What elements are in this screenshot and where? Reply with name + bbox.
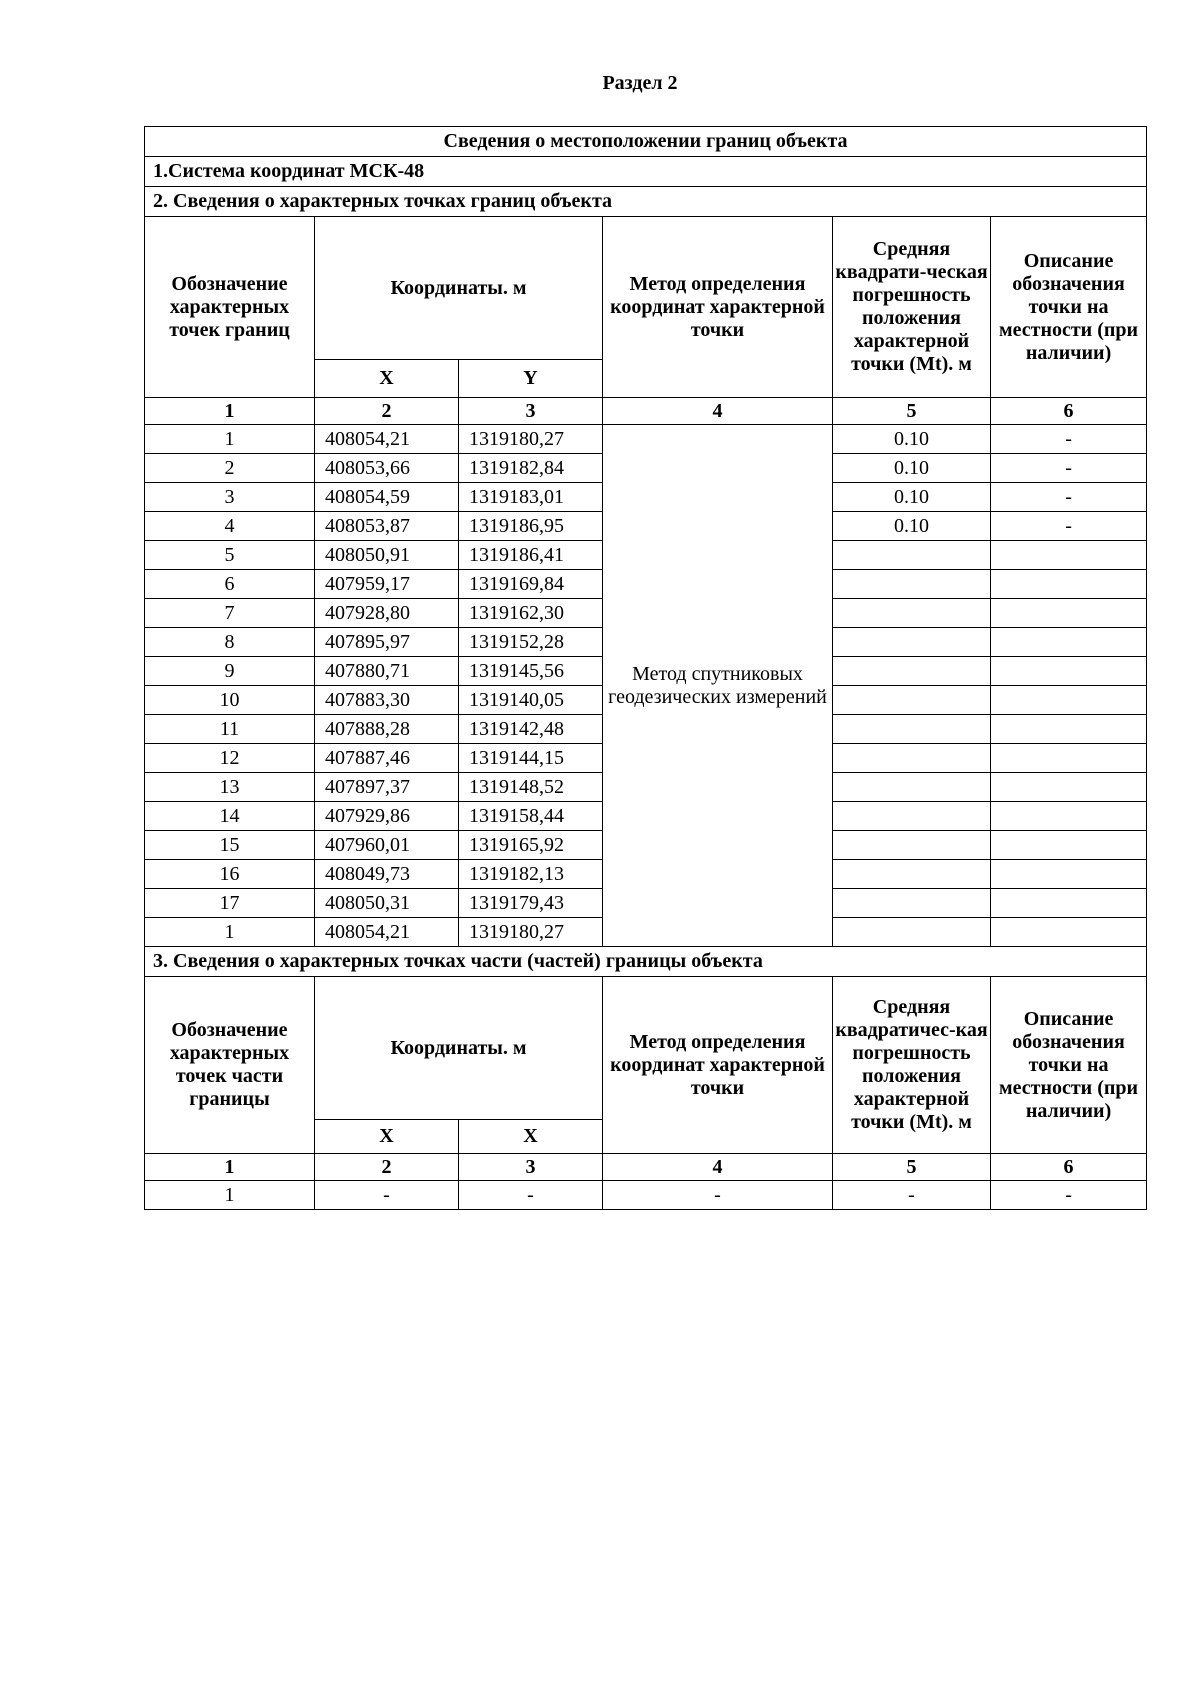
error-value: [833, 831, 991, 860]
s2-col-designation: Обозначение характерных точек границ: [145, 217, 315, 398]
s3-y: -: [459, 1181, 603, 1210]
description-value: [991, 686, 1147, 715]
error-value: [833, 657, 991, 686]
point-label: 9: [145, 657, 315, 686]
point-label: 2: [145, 454, 315, 483]
description-value: -: [991, 512, 1147, 541]
point-label: 14: [145, 802, 315, 831]
coord-system: 1.Система координат МСК-48: [145, 157, 1147, 187]
s3-num-6: 6: [991, 1154, 1147, 1181]
coord-y: 1319145,56: [459, 657, 603, 686]
page-heading: Раздел 2: [602, 72, 678, 94]
error-value: [833, 860, 991, 889]
description-value: [991, 918, 1147, 947]
point-label: 12: [145, 744, 315, 773]
s2-num-1: 1: [145, 398, 315, 425]
coord-x: 408054,21: [315, 918, 459, 947]
coord-x: 407929,86: [315, 802, 459, 831]
section2-number-row: [145, 398, 1147, 425]
s3-num-5: 5: [833, 1154, 991, 1181]
coord-x: 408053,87: [315, 512, 459, 541]
point-label: 10: [145, 686, 315, 715]
coord-x: 407895,97: [315, 628, 459, 657]
error-value: [833, 802, 991, 831]
s2-num-5: 5: [833, 398, 991, 425]
point-label: 1: [145, 425, 315, 454]
s3-error: -: [833, 1181, 991, 1210]
point-label: 7: [145, 599, 315, 628]
section3-header-row: [145, 977, 1147, 1120]
coord-y: 1319140,05: [459, 686, 603, 715]
description-value: [991, 744, 1147, 773]
description-value: [991, 570, 1147, 599]
description-value: [991, 599, 1147, 628]
s3-col-description: Описание обозначения точки на местности (при наличии): [991, 977, 1147, 1154]
coord-system-row: [145, 157, 1147, 187]
coord-y: 1319182,84: [459, 454, 603, 483]
coord-y: 1319162,30: [459, 599, 603, 628]
coord-x: 407888,28: [315, 715, 459, 744]
s3-table-row: [145, 1181, 1147, 1210]
point-label: 8: [145, 628, 315, 657]
s3-point: 1: [145, 1181, 315, 1210]
error-value: [833, 889, 991, 918]
point-label: 3: [145, 483, 315, 512]
s3-col-error: Средняя квадратичес-кая погрешность положения характерной точки (Mt). м: [833, 977, 991, 1154]
coord-x: 408049,73: [315, 860, 459, 889]
section3-title: 3. Сведения о характерных точках части (частей) границы объекта: [145, 947, 1147, 977]
coord-y: 1319180,27: [459, 918, 603, 947]
error-value: [833, 744, 991, 773]
description-value: -: [991, 425, 1147, 454]
coord-y: 1319179,43: [459, 889, 603, 918]
error-value: [833, 628, 991, 657]
s3-num-4: 4: [603, 1154, 833, 1181]
point-label: 1: [145, 918, 315, 947]
error-value: [833, 599, 991, 628]
description-value: [991, 860, 1147, 889]
s3-num-1: 1: [145, 1154, 315, 1181]
description-value: [991, 802, 1147, 831]
coord-x: 407897,37: [315, 773, 459, 802]
s3-description: -: [991, 1181, 1147, 1210]
point-label: 6: [145, 570, 315, 599]
coord-y: 1319186,41: [459, 541, 603, 570]
s2-num-2: 2: [315, 398, 459, 425]
error-value: 0.10: [833, 483, 991, 512]
coord-y: 1319144,15: [459, 744, 603, 773]
coord-x: 407887,46: [315, 744, 459, 773]
error-value: [833, 541, 991, 570]
coord-y: 1319165,92: [459, 831, 603, 860]
s3-col-designation: Обозначение характерных точек части границы: [145, 977, 315, 1154]
s3-col-coords: Координаты. м: [315, 977, 603, 1120]
section2-header-row: [145, 217, 1147, 360]
point-label: 15: [145, 831, 315, 860]
s2-col-x: X: [315, 360, 459, 398]
point-label: 17: [145, 889, 315, 918]
point-label: 16: [145, 860, 315, 889]
description-value: -: [991, 454, 1147, 483]
section3-number-row: [145, 1154, 1147, 1181]
coord-y: 1319183,01: [459, 483, 603, 512]
s2-col-error: Средняя квадрати-ческая погрешность положения характерной точки (Mt). м: [833, 217, 991, 398]
s3-num-3: 3: [459, 1154, 603, 1181]
coord-x: 408050,31: [315, 889, 459, 918]
point-label: 4: [145, 512, 315, 541]
point-label: 13: [145, 773, 315, 802]
s3-x: -: [315, 1181, 459, 1210]
point-label: 11: [145, 715, 315, 744]
method-cell: Метод спутниковых геодезических измерений: [603, 425, 833, 947]
coord-x: 407959,17: [315, 570, 459, 599]
coord-x: 408054,59: [315, 483, 459, 512]
s2-col-y: Y: [459, 360, 603, 398]
error-value: [833, 773, 991, 802]
point-label: 5: [145, 541, 315, 570]
error-value: 0.10: [833, 425, 991, 454]
section2-title-row: [145, 187, 1147, 217]
s3-col-method: Метод определения координат характерной точки: [603, 977, 833, 1154]
coord-x: 407880,71: [315, 657, 459, 686]
error-value: [833, 686, 991, 715]
description-value: -: [991, 483, 1147, 512]
coord-y: 1319152,28: [459, 628, 603, 657]
error-value: 0.10: [833, 512, 991, 541]
description-value: [991, 831, 1147, 860]
coord-y: 1319182,13: [459, 860, 603, 889]
table-title-row: [145, 127, 1147, 157]
coord-y: 1319142,48: [459, 715, 603, 744]
s3-num-2: 2: [315, 1154, 459, 1181]
coord-x: 407928,80: [315, 599, 459, 628]
s2-col-description: Описание обозначения точки на местности (при наличии): [991, 217, 1147, 398]
description-value: [991, 657, 1147, 686]
description-value: [991, 773, 1147, 802]
s3-method: -: [603, 1181, 833, 1210]
error-value: [833, 715, 991, 744]
description-value: [991, 889, 1147, 918]
coord-y: 1319186,95: [459, 512, 603, 541]
s2-col-coords: Координаты. м: [315, 217, 603, 360]
coord-x: 408053,66: [315, 454, 459, 483]
coord-y: 1319180,27: [459, 425, 603, 454]
section2-title: 2. Сведения о характерных точках границ объекта: [145, 187, 1147, 217]
description-value: [991, 541, 1147, 570]
coord-x: 408054,21: [315, 425, 459, 454]
description-value: [991, 715, 1147, 744]
coord-y: 1319148,52: [459, 773, 603, 802]
coord-x: 407883,30: [315, 686, 459, 715]
s3-col-x1: X: [315, 1120, 459, 1154]
s2-num-3: 3: [459, 398, 603, 425]
table-title: Сведения о местоположении границ объекта: [145, 127, 1147, 157]
coord-y: 1319169,84: [459, 570, 603, 599]
error-value: [833, 918, 991, 947]
table-row: [145, 425, 1147, 454]
error-value: 0.10: [833, 454, 991, 483]
s2-num-4: 4: [603, 398, 833, 425]
s2-num-6: 6: [991, 398, 1147, 425]
error-value: [833, 570, 991, 599]
description-value: [991, 628, 1147, 657]
boundary-table: [144, 126, 1147, 1210]
s3-col-x2: X: [459, 1120, 603, 1154]
s2-col-method: Метод определения координат характерной точки: [603, 217, 833, 398]
coord-y: 1319158,44: [459, 802, 603, 831]
coord-x: 407960,01: [315, 831, 459, 860]
section3-title-row: [145, 947, 1147, 977]
coord-x: 408050,91: [315, 541, 459, 570]
